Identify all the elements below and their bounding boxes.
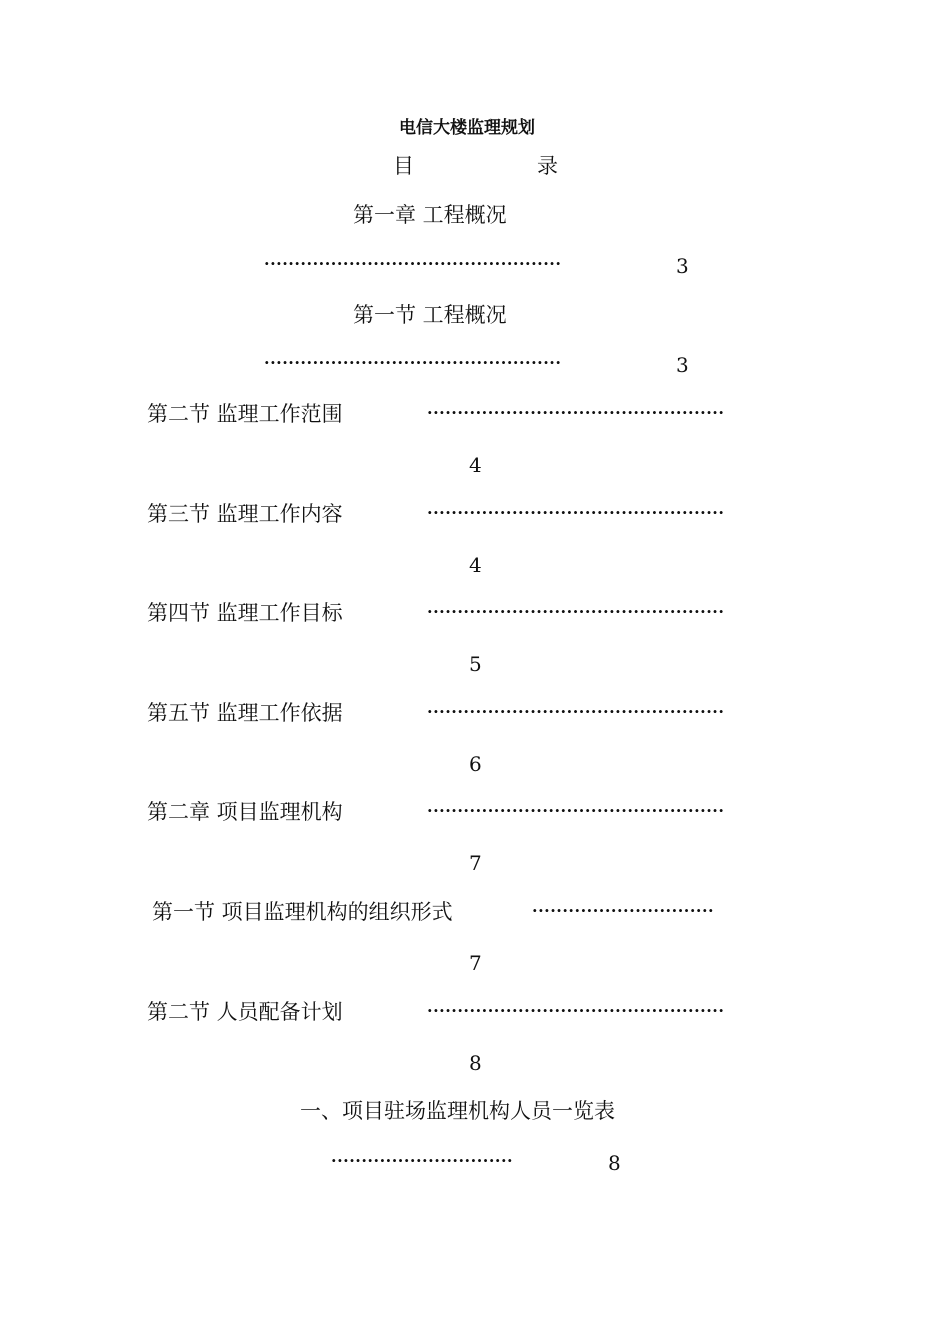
toc-entry-page[interactable]: 7 xyxy=(469,951,482,975)
toc-entry-page[interactable]: 5 xyxy=(469,652,482,676)
toc-entry-label[interactable]: 第二节 人员配备计划 xyxy=(147,1000,343,1024)
toc-entry-leader: ······························ xyxy=(331,1151,514,1170)
toc-entry-page[interactable]: 7 xyxy=(469,851,482,875)
toc-entry-leader: ················································· xyxy=(427,602,725,621)
toc-entry-label[interactable]: 第四节 监理工作目标 xyxy=(147,601,343,625)
toc-entry-leader: ················································· xyxy=(427,403,725,422)
toc-entry-page[interactable]: 8 xyxy=(608,1151,621,1175)
toc-entry-leader: ················································· xyxy=(264,353,562,372)
toc-entry-label[interactable]: 第一节 项目监理机构的组织形式 xyxy=(152,900,453,924)
toc-entry-page[interactable]: 3 xyxy=(676,254,689,278)
toc-heading-right: 录 xyxy=(537,154,558,178)
toc-entry-page[interactable]: 6 xyxy=(469,752,482,776)
toc-entry-page[interactable]: 4 xyxy=(469,453,482,477)
toc-entry-page[interactable]: 4 xyxy=(469,553,482,577)
toc-entry-leader: ······························ xyxy=(532,901,715,920)
toc-entry-leader: ················································· xyxy=(427,1001,725,1020)
toc-entry-page[interactable]: 3 xyxy=(676,353,689,377)
toc-entry-label[interactable]: 第三节 监理工作内容 xyxy=(147,502,343,526)
toc-entry-leader: ················································· xyxy=(427,503,725,522)
toc-entry-leader: ················································· xyxy=(427,702,725,721)
toc-heading-left: 目 xyxy=(393,154,414,178)
toc-entry-page[interactable]: 8 xyxy=(469,1051,482,1075)
toc-entry-label[interactable]: 第二章 项目监理机构 xyxy=(147,800,343,824)
toc-entry-leader: ················································· xyxy=(264,254,562,273)
document-title: 电信大楼监理规划 xyxy=(399,118,535,138)
toc-entry-label[interactable]: 第五节 监理工作依据 xyxy=(147,701,343,725)
toc-entry-label[interactable]: 第一章 工程概况 xyxy=(353,203,507,227)
toc-entry-label[interactable]: 第二节 监理工作范围 xyxy=(147,402,343,426)
toc-entry-label[interactable]: 第一节 工程概况 xyxy=(353,303,507,327)
toc-entry-leader: ················································· xyxy=(427,801,725,820)
toc-entry-label[interactable]: 一、项目驻场监理机构人员一览表 xyxy=(300,1099,615,1123)
